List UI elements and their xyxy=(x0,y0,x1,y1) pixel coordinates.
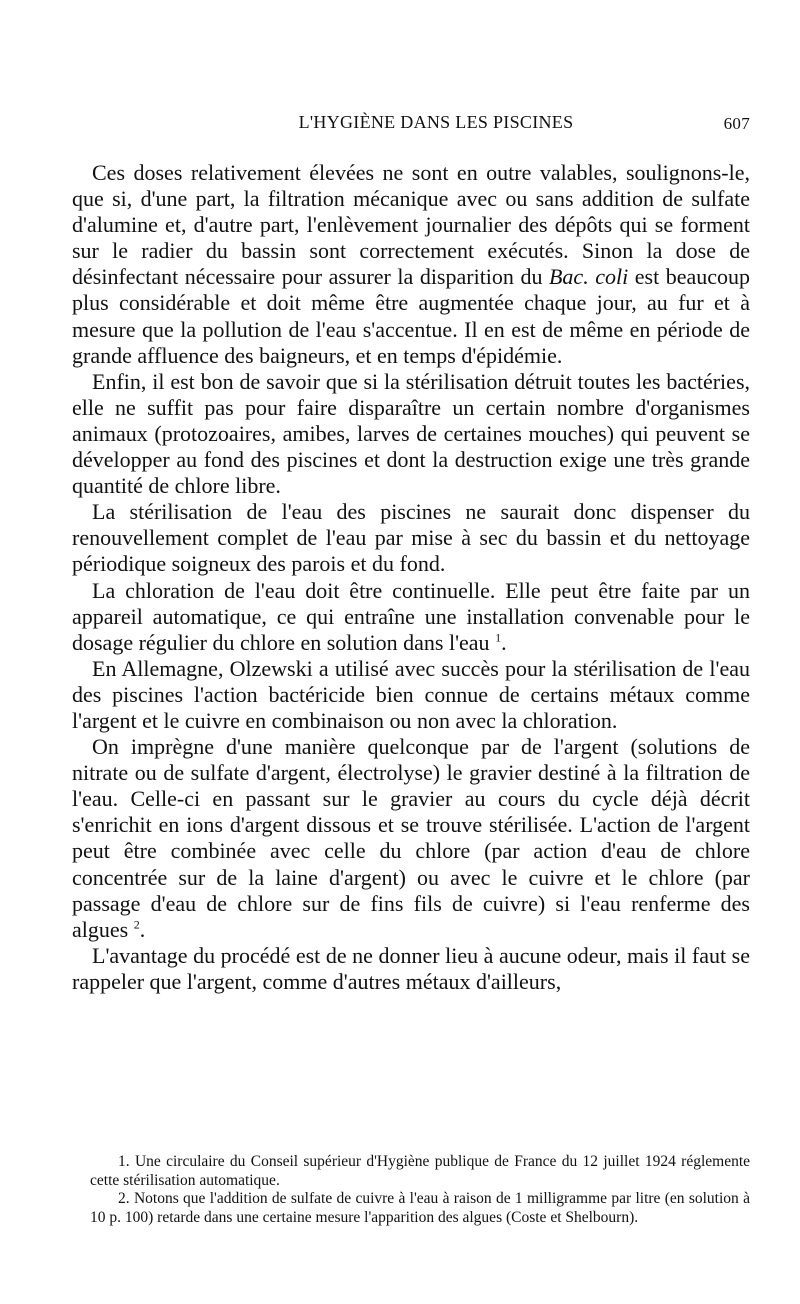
paragraph-text: est beaucoup plus considérable et doit même être augmentée chaque jour, au fur et à mesure que la pollution de l'eau s'accentue. Il en est de même en période de grande affluence des baigneurs, et en temps d'épidémie. xyxy=(72,264,751,368)
footnote-ref-2[interactable]: 2 xyxy=(133,917,140,932)
paragraph-end: . xyxy=(501,629,507,655)
paragraph-text: L'avantage du procédé est de ne donner lieu à aucune odeur, mais il faut se rappeler que l'argent, comme d'autres métaux d'ailleurs, xyxy=(72,942,750,994)
page-number: 607 xyxy=(723,114,750,133)
footnote-number: 1. xyxy=(118,1153,130,1170)
paragraph-text: On imprègne d'une manière quelconque par de l'argent (solutions de nitrate ou de sulfate d'argent, électrolyse) le gravier destiné à la filtration de l'eau. Celle-ci en passant sur le gravier au cours du cycle déjà décrit s'enrichit en ions d'argent dissous et se trouve stérilisée. L'action de l'argent peut être combinée avec celle du chlore (par action d'eau de chlore concentrée sur de la laine d'argent) ou avec le cuivre et le chlore (par passage d'eau de chlore sur de fins fils de cuivre) si l'eau renferme des algues xyxy=(72,734,750,942)
paragraph-4 xyxy=(72,578,750,656)
footnote-text: Notons que l'addition de sulfate de cuivre à l'eau à raison de 1 milligramme par litre (en solution à 10 p. 100) retarde dans une certaine mesure l'apparition des algues (Coste et Shelbourn). xyxy=(90,1190,750,1226)
paragraph-text: La stérilisation de l'eau des piscines ne saurait donc dispenser du renouvellement complet de l'eau par mise à sec du bassin et du nettoyage périodique soigneux des parois et du fond. xyxy=(72,499,750,577)
footnote-1 xyxy=(90,1153,750,1190)
paragraph-6 xyxy=(72,734,750,943)
paragraph-text: En Allemagne, Olzewski a utilisé avec succès pour la stérilisation de l'eau des piscines l'action bactéricide bien connue de certains métaux comme l'argent et le cuivre en combinaison ou non avec la chloration. xyxy=(72,655,750,733)
paragraph-text: Ces doses relativement élevées ne sont en outre valables, soulignons-le, que si, d'une part, la filtration mécanique avec ou sans addition de sulfate d'alumine et, d'autre part, l'enlèvement journalier des dépôts qui se forment sur le radier du bassin sont correctement exécutés. Sinon la dose de désinfectant nécessaire pour assurer la disparition du xyxy=(72,160,750,290)
paragraph-3 xyxy=(72,499,750,577)
paragraph-7 xyxy=(72,943,750,995)
footnotes xyxy=(90,1153,750,1227)
paragraph-2 xyxy=(72,369,750,499)
footnote-2 xyxy=(90,1190,750,1227)
footnote-number: 2. xyxy=(118,1190,130,1207)
paragraph-5 xyxy=(72,656,750,734)
running-title: L'HYGIÈNE DANS LES PISCINES xyxy=(298,112,574,132)
paragraph-1 xyxy=(72,160,750,369)
paragraph-text: Enfin, il est bon de savoir que si la stérilisation détruit toutes les bactéries, elle ne suffit pas pour faire disparaître un certain nombre d'organismes animaux (protozoaires, amibes, larves de certaines mouches) qui peuvent se développer au fond des piscines et dont la destruction exige une très grande quantité de chlore libre. xyxy=(72,368,750,499)
footnote-text: Une circulaire du Conseil supérieur d'Hygiène publique de France du 12 juillet 1924 réglemente cette stérilisation automatique. xyxy=(90,1153,751,1189)
paragraph-end: . xyxy=(139,916,146,942)
page xyxy=(72,112,750,995)
body-text xyxy=(72,160,750,995)
footnote-ref-1[interactable]: 1 xyxy=(495,630,502,645)
paragraph-text: La chloration de l'eau doit être continuelle. Elle peut être faite par un appareil automatique, ce qui entraîne une installation convenable pour le dosage régulier du chlore en solution dans l'eau xyxy=(72,577,750,655)
running-header xyxy=(72,112,750,142)
italic-term: Bac. coli xyxy=(548,264,629,290)
